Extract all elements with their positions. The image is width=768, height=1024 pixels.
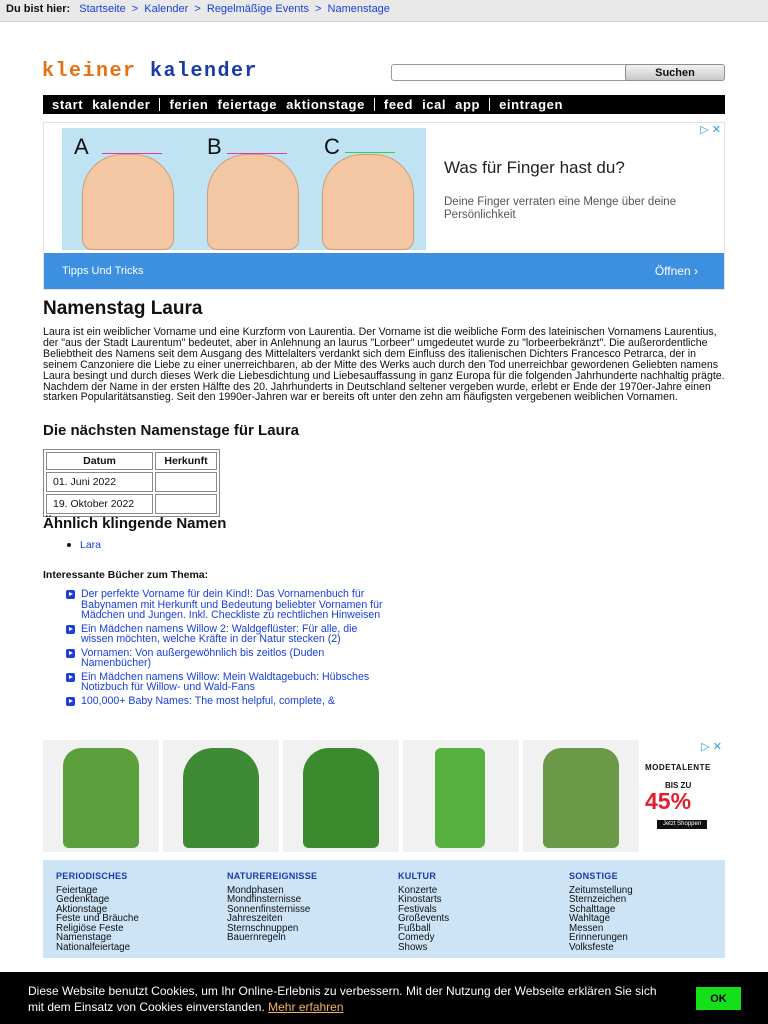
list-item bbox=[66, 624, 386, 645]
next-dates-table bbox=[43, 449, 220, 517]
ad-discount: 45% bbox=[645, 788, 692, 814]
search-form bbox=[391, 64, 725, 81]
footer-link[interactable]: Shows bbox=[398, 941, 428, 953]
cookie-more-link[interactable]: Mehr erfahren bbox=[268, 1000, 344, 1014]
date-cell: 01. Juni 2022 bbox=[46, 472, 153, 492]
books-heading: Interessante Bücher zum Thema: bbox=[43, 569, 209, 581]
list-item bbox=[66, 672, 386, 693]
nav-divider bbox=[159, 98, 160, 111]
footer-link[interactable]: Erinnerungen bbox=[569, 932, 628, 943]
footer-link[interactable]: Religiöse Feste bbox=[56, 922, 124, 934]
nav-kalender[interactable]: kalender bbox=[92, 97, 151, 112]
hand-icon bbox=[322, 154, 414, 250]
ad-marker-line bbox=[345, 152, 395, 153]
search-input[interactable] bbox=[391, 64, 627, 81]
footer-link[interactable]: Nationalfeiertage bbox=[56, 941, 131, 953]
footer-link[interactable]: Mondphasen bbox=[227, 884, 284, 896]
similar-names-heading: Ähnlich klingende Namen bbox=[43, 515, 227, 532]
footer-link[interactable]: Jahreszeiten bbox=[227, 913, 283, 924]
footer-column-heading: KULTUR bbox=[398, 871, 437, 881]
ad-open-button[interactable] bbox=[655, 264, 698, 278]
nav-aktionstage[interactable]: aktionstage bbox=[286, 97, 365, 112]
product-image[interactable] bbox=[283, 740, 399, 852]
ad-letter-c: C bbox=[324, 134, 340, 159]
chevron-right-icon: › bbox=[694, 264, 698, 278]
footer-link[interactable]: Aktionstage bbox=[56, 903, 108, 915]
footer-links bbox=[43, 860, 725, 958]
book-link[interactable]: Ein Mädchen namens Willow: Mein Waldtagebuch: Hübsches Notizbuch für Willow- und Wald-Fans bbox=[81, 670, 370, 693]
footer-link[interactable]: Mondfinsternisse bbox=[227, 894, 302, 905]
nav-ferien[interactable]: ferien bbox=[169, 97, 209, 112]
breadcrumb bbox=[0, 0, 768, 22]
book-link[interactable]: Der perfekte Vorname für dein Kind!: Das Vornamenbuch für Babynamen mit Herkunft und Bedeutung beliebter Vornamen für Mädchen und Jungen. Inkl. Checkliste zu rechtlichen Hinweisen bbox=[81, 588, 383, 621]
arrow-right-icon bbox=[66, 673, 75, 682]
hand-icon bbox=[207, 154, 299, 250]
footer-column-natureereignisse bbox=[227, 872, 317, 943]
footer-column-heading: PERIODISCHES bbox=[56, 871, 128, 881]
advertisement-finger[interactable] bbox=[43, 122, 725, 290]
similar-name-link[interactable]: Lara bbox=[80, 539, 102, 551]
intro-text: Laura ist ein weiblicher Vorname und eine Kurzform von Laurentia. Der Vorname ist die weibliche Form des lateinischen Vornamens Laurentius, der "aus der Stadt Laurentum" bedeutet, aber in Anlehnung an laurus "Lorbeer" umgedeutet wurde zu "lorbeerbekränzt". Die außerordentliche Beliebtheit des Namens seit dem Ausgang des Mittelalters verdankt sich dem Einfluss des italienischen Dichters Francesco Petrarca, der in seinem Canzoniere die Liebe zu einer unerreichbaren, ab der Mitte des Werks auch durch den Tod unerreichbar gewordenen Geliebten namens Laura besingt und durch dieses Werk die Liebesdichtung und Liebesauffassung in ganz Europa für die folgenden Jahrhunderte nachhaltig prägte. Nachdem der Name in der ersten Hälfte des 20. Jahrhunderts in Deutschland seltener vergeben wurde, erlebt er Ende der 1970er-Jahre einen starken Popularitätsanstieg. Seit den 1990er-Jahren war er bereits oft unter den zehn am häufigsten vergebenen weiblichen Vornamen. bbox=[43, 326, 725, 404]
footer-link[interactable]: Schalttage bbox=[569, 903, 616, 915]
footer-link[interactable]: Feste und Bräuche bbox=[56, 913, 139, 924]
column-header-datum: Datum bbox=[46, 452, 153, 470]
product-image[interactable] bbox=[43, 740, 159, 852]
origin-cell bbox=[155, 494, 217, 514]
ad-brand: MODETALENTE bbox=[645, 763, 711, 772]
breadcrumb-kalender[interactable]: Kalender bbox=[144, 3, 189, 15]
breadcrumb-separator: > bbox=[315, 3, 322, 15]
sweater-icon bbox=[303, 748, 379, 848]
arrow-right-icon bbox=[66, 625, 75, 634]
similar-names-list bbox=[80, 539, 101, 551]
breadcrumb-startseite[interactable]: Startseite bbox=[79, 3, 126, 15]
list-item bbox=[66, 589, 386, 621]
footer-link[interactable]: Sonnenfinsternisse bbox=[227, 903, 311, 915]
hand-icon bbox=[82, 154, 174, 250]
nav-divider bbox=[374, 98, 375, 111]
ad-hands-illustration bbox=[62, 128, 426, 250]
ad-title: Was für Finger hast du? bbox=[444, 158, 625, 177]
ad-shop-button[interactable]: Jetzt Shoppen bbox=[657, 820, 707, 829]
ad-description: Deine Finger verraten eine Menge über deine Persönlichkeit bbox=[444, 196, 677, 221]
logo-part-kalender: kalender bbox=[150, 60, 259, 83]
nav-start[interactable]: start bbox=[52, 97, 84, 112]
next-dates-heading: Die nächsten Namenstage für Laura bbox=[43, 422, 299, 439]
main-nav bbox=[43, 95, 725, 114]
footer-link[interactable]: Bauernregeln bbox=[227, 932, 286, 943]
footer-column-heading: NATUREREIGNISSE bbox=[227, 871, 318, 881]
footer-link[interactable]: Wahltage bbox=[569, 913, 611, 924]
ad-footer-bar[interactable] bbox=[44, 253, 724, 289]
nav-feed[interactable]: feed bbox=[383, 97, 414, 112]
list-item bbox=[66, 648, 386, 669]
product-image[interactable] bbox=[403, 740, 519, 852]
book-link[interactable]: Vornamen: Von außergewöhnlich bis zeitlos (Duden Namenbücher) bbox=[81, 646, 325, 669]
footer-link[interactable]: Namenstage bbox=[56, 932, 112, 943]
cookie-text-wrap bbox=[28, 983, 668, 1015]
ad-promo-panel[interactable] bbox=[641, 740, 725, 852]
cookie-ok-button[interactable]: OK bbox=[696, 987, 741, 1010]
sweater-icon bbox=[183, 748, 259, 848]
breadcrumb-regelmaessige-events[interactable]: Regelmäßige Events bbox=[206, 3, 309, 15]
logo-part-kleiner: kleiner bbox=[42, 60, 137, 83]
arrow-right-icon bbox=[66, 697, 75, 706]
date-cell: 19. Oktober 2022 bbox=[46, 494, 153, 514]
footer-link[interactable]: Gedenktage bbox=[56, 894, 110, 905]
footer-link[interactable]: Fußball bbox=[398, 922, 431, 934]
footer-link[interactable]: Konzerte bbox=[398, 884, 438, 896]
jacket-icon bbox=[543, 748, 619, 848]
column-header-herkunft: Herkunft bbox=[155, 452, 217, 470]
bullet-icon bbox=[67, 543, 71, 547]
nav-eintragen[interactable]: eintragen bbox=[499, 97, 563, 112]
origin-cell bbox=[155, 472, 217, 492]
footer-column-kultur bbox=[398, 872, 449, 952]
footer-column-sonstige bbox=[569, 872, 633, 952]
breadcrumb-label: Du bist hier: bbox=[6, 3, 71, 15]
books-list bbox=[66, 589, 386, 709]
arrow-right-icon bbox=[66, 649, 75, 658]
advertisement-fashion[interactable] bbox=[43, 740, 725, 852]
ad-open-label: Öffnen bbox=[654, 264, 691, 278]
page-title: Namenstag Laura bbox=[43, 298, 203, 319]
nav-divider bbox=[489, 98, 490, 111]
list-item bbox=[66, 696, 386, 707]
book-link[interactable]: 100,000+ Baby Names: The most helpful, complete, & bbox=[81, 694, 335, 707]
nav-feiertage[interactable]: feiertage bbox=[217, 97, 278, 112]
table-row bbox=[46, 472, 217, 492]
footer-link[interactable]: Comedy bbox=[398, 932, 435, 943]
breadcrumb-separator: > bbox=[131, 3, 139, 15]
footer-link[interactable]: Messen bbox=[569, 922, 604, 934]
table-header-row bbox=[46, 452, 217, 470]
footer-column-heading: SONSTIGE bbox=[569, 871, 618, 881]
ad-letter-a: A bbox=[74, 134, 89, 159]
book-link[interactable]: Ein Mädchen namens Willow 2: Waldgeflüster: Für alle, die wissen möchten, welche Kräfte in der Natur stecken (2) bbox=[81, 622, 358, 645]
ad-bis-zu: BIS ZU bbox=[665, 781, 692, 790]
search-button[interactable]: Suchen bbox=[625, 64, 725, 81]
site-logo[interactable] bbox=[42, 60, 258, 83]
footer-link[interactable]: Kinostarts bbox=[398, 894, 442, 905]
footer-link[interactable]: Volksfeste bbox=[569, 941, 614, 953]
trousers-icon bbox=[435, 748, 485, 848]
footer-link[interactable]: Feiertage bbox=[56, 884, 98, 896]
coat-icon bbox=[63, 748, 139, 848]
cookie-banner bbox=[0, 972, 768, 1024]
footer-link[interactable]: Großevents bbox=[398, 913, 450, 924]
footer-column-periodisches bbox=[56, 872, 139, 952]
table-row bbox=[46, 494, 217, 514]
nav-ical[interactable]: ical bbox=[422, 97, 447, 112]
arrow-right-icon bbox=[66, 590, 75, 599]
product-image[interactable] bbox=[523, 740, 639, 852]
breadcrumb-namenstage[interactable]: Namenstage bbox=[327, 3, 390, 15]
cookie-text: Diese Website benutzt Cookies, um Ihr Online-Erlebnis zu verbessern. Mit der Nutzung der Webseite erklären Sie sich mit dem Einsatz von Cookies einverstanden. bbox=[28, 984, 657, 1014]
footer-link[interactable]: Festivals bbox=[398, 903, 437, 915]
ad-choices-icon[interactable]: ▷ ✕ bbox=[700, 124, 721, 136]
ad-sponsor: Tipps Und Tricks bbox=[62, 265, 144, 277]
ad-letter-b: B bbox=[207, 134, 222, 159]
breadcrumb-separator: > bbox=[194, 3, 201, 15]
ad-choices-icon[interactable]: ▷ ✕ bbox=[701, 741, 722, 753]
product-image[interactable] bbox=[163, 740, 279, 852]
footer-link[interactable]: Sternzeichen bbox=[569, 894, 627, 905]
footer-link[interactable]: Sternschnuppen bbox=[227, 922, 299, 934]
footer-link[interactable]: Zeitumstellung bbox=[569, 884, 633, 896]
nav-app[interactable]: app bbox=[455, 97, 481, 112]
